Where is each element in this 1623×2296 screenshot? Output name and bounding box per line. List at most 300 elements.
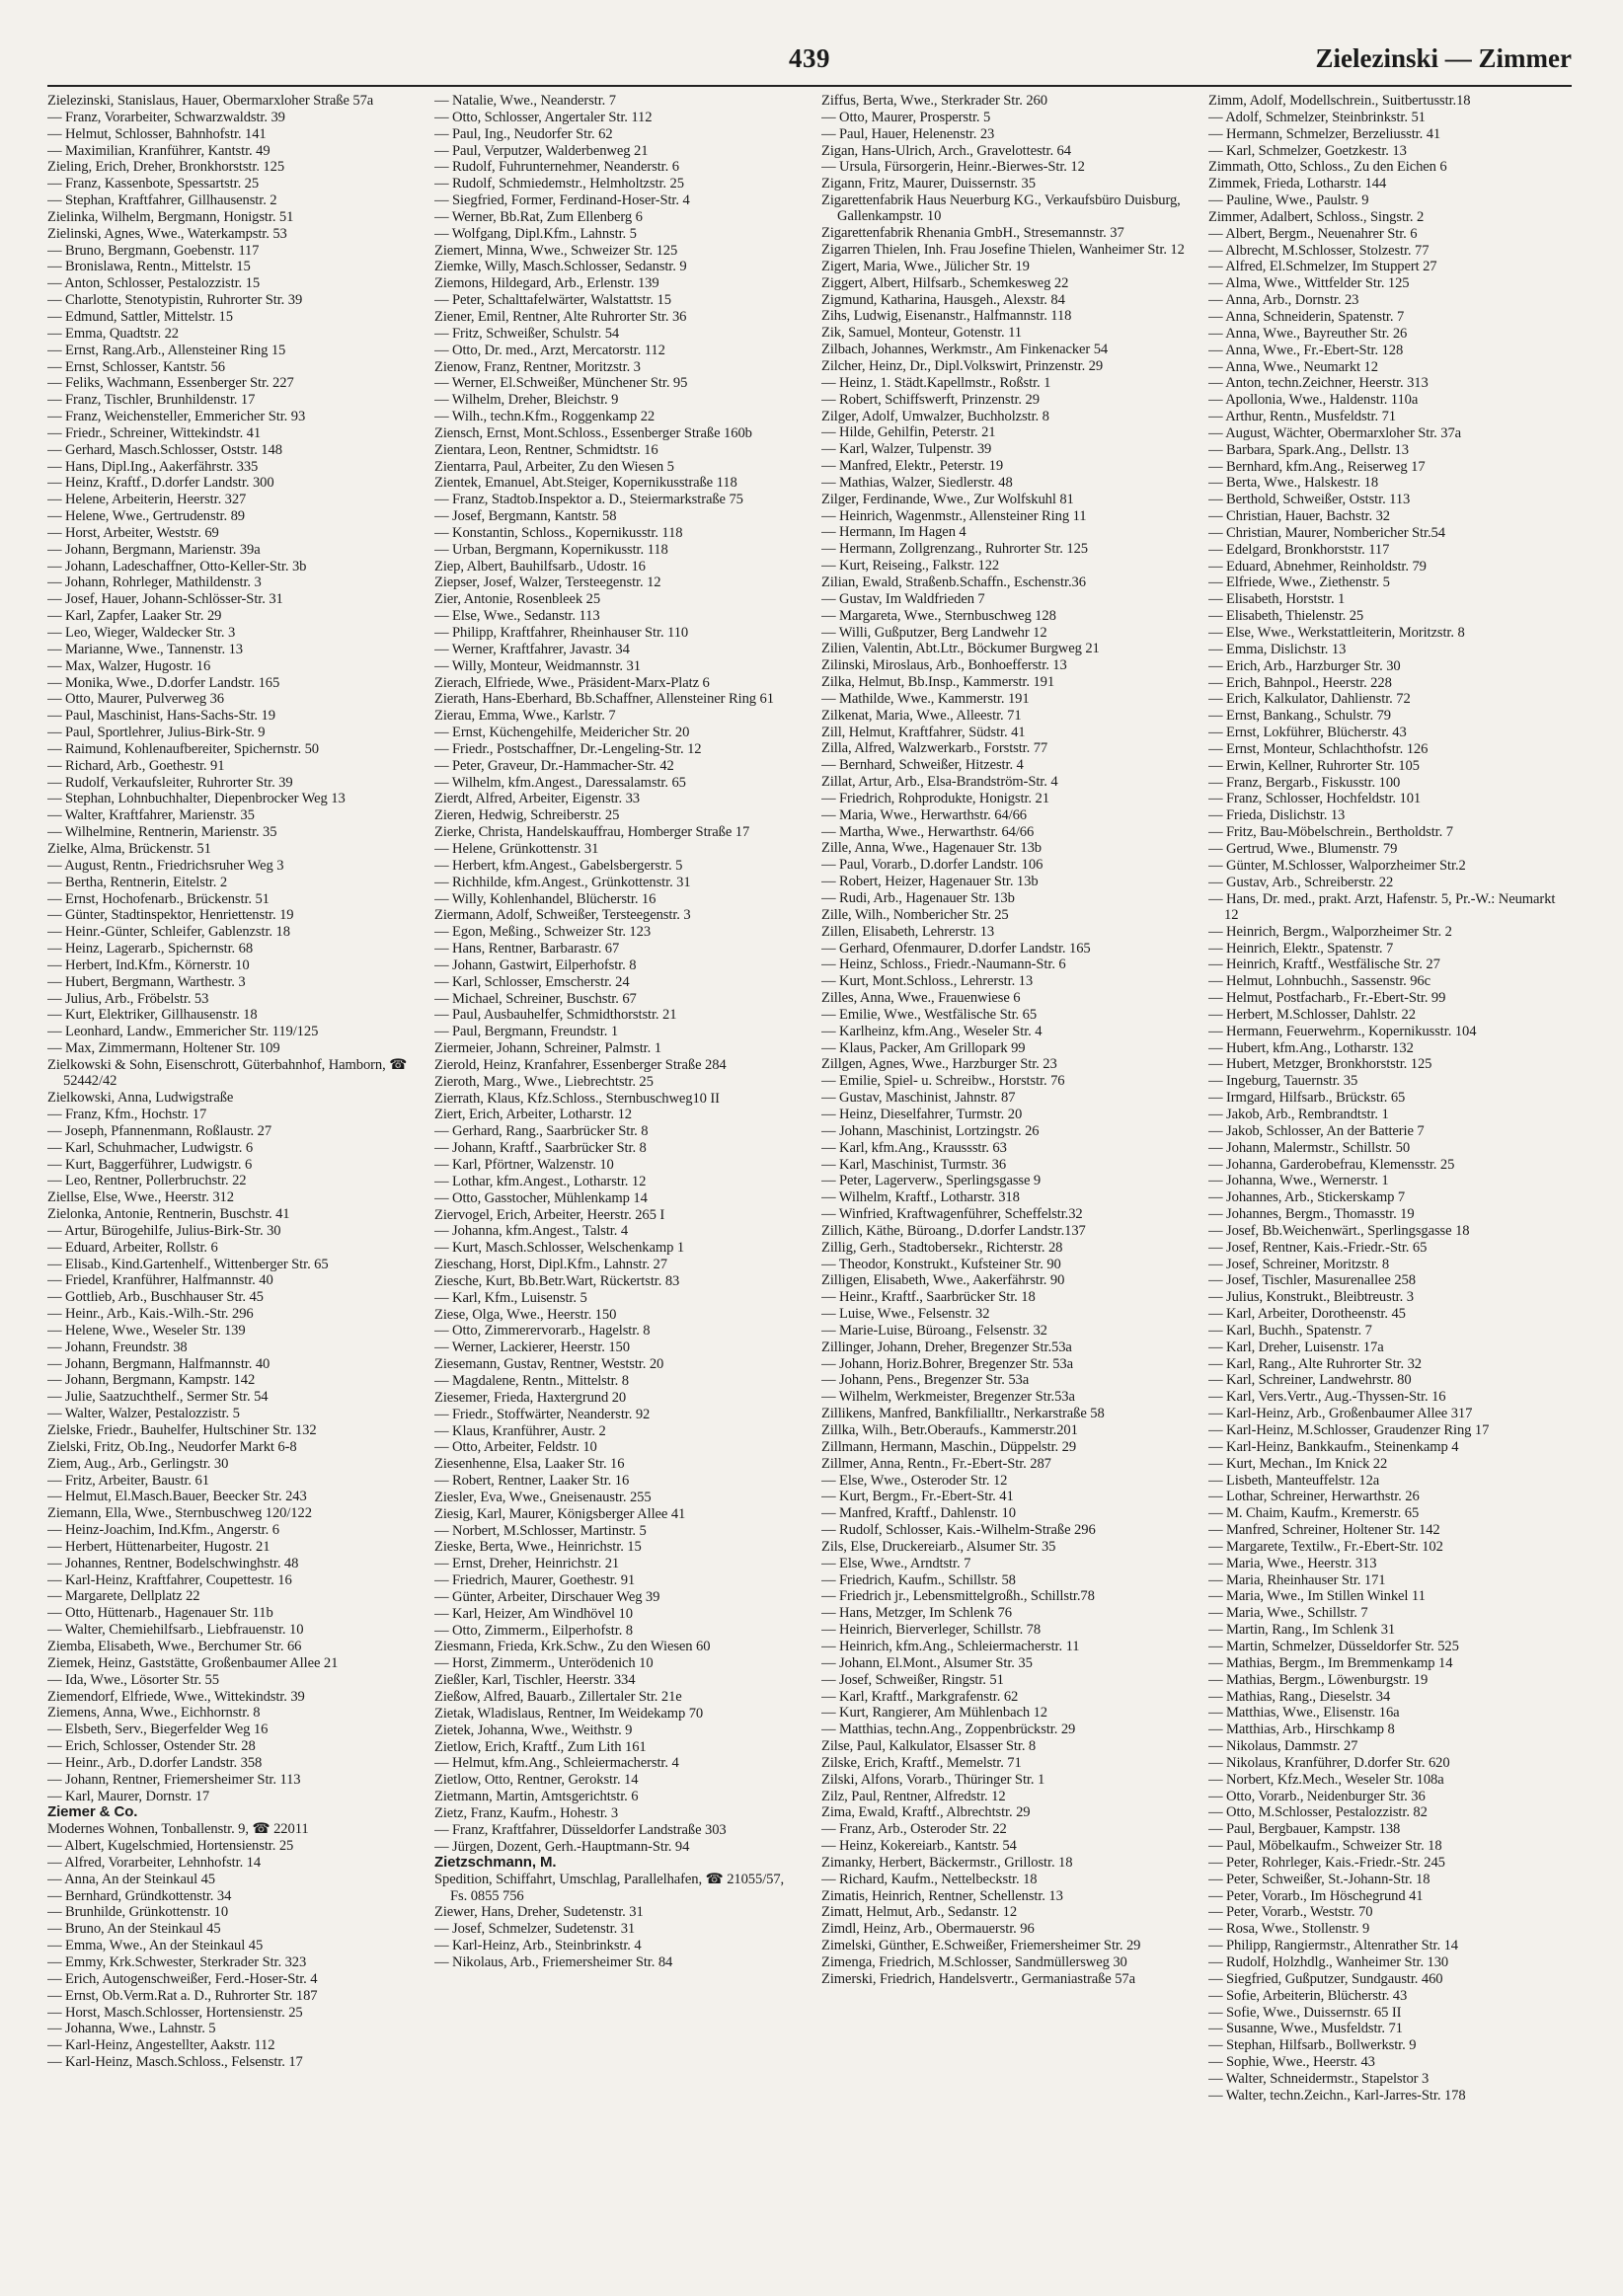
directory-entry: — Maria, Wwe., Schillstr. 7 bbox=[1208, 1605, 1368, 1622]
directory-entry: — Josef, Rentner, Kais.-Friedr.-Str. 65 bbox=[1208, 1239, 1428, 1256]
directory-entry: Zierach, Elfriede, Wwe., Präsident-Marx-Platz 6 bbox=[434, 674, 710, 691]
directory-entry: Zietlow, Erich, Kraftf., Zum Lith 161 bbox=[434, 1738, 647, 1755]
directory-entry: — Magdalene, Rentn., Mittelstr. 8 bbox=[434, 1372, 629, 1389]
directory-entry: Zimerski, Friedrich, Handelsvertr., Germaniastraße 57a bbox=[821, 1970, 1135, 1987]
directory-entry: — Elisab., Kind.Gartenhelf., Wittenberger Str. 65 bbox=[47, 1256, 329, 1272]
directory-entry: — Charlotte, Stenotypistin, Ruhrorter Str. 39 bbox=[47, 292, 303, 309]
firm-heading: Zietzschmann, M. bbox=[434, 1854, 557, 1872]
directory-entry: — Erich, Schlosser, Ostender Str. 28 bbox=[47, 1738, 256, 1755]
directory-entry: — Karlheinz, kfm.Ang., Weseler Str. 4 bbox=[821, 1023, 1043, 1039]
directory-entry: — Kurt, Baggerführer, Ludwigstr. 6 bbox=[47, 1156, 253, 1173]
directory-entry: — Josef, Schmelzer, Sudetenstr. 31 bbox=[434, 1921, 636, 1938]
directory-entry: — Lothar, Schreiner, Herwarthstr. 26 bbox=[1208, 1489, 1420, 1505]
directory-entry: — Werner, El.Schweißer, Münchener Str. 95 bbox=[434, 375, 688, 392]
directory-entry: — August, Rentn., Friedrichsruher Weg 3 bbox=[47, 857, 284, 874]
directory-entry: Ziensch, Ernst, Mont.Schloss., Essenberger Straße 160b bbox=[434, 424, 752, 441]
directory-entry: — Ernst, Küchengehilfe, Meidericher Str. 20 bbox=[434, 725, 690, 741]
directory-entry: — Friedrich, Maurer, Goethestr. 91 bbox=[434, 1572, 636, 1589]
directory-entry: — Margarete, Dellplatz 22 bbox=[47, 1588, 200, 1605]
directory-entry: Zilka, Helmut, Bb.Insp., Kammerstr. 191 bbox=[821, 674, 1055, 691]
directory-entry: — Karl-Heinz, Bankkaufm., Steinenkamp 4 bbox=[1208, 1438, 1459, 1455]
directory-entry: — Hans, Metzger, Im Schlenk 76 bbox=[821, 1605, 1012, 1622]
directory-entry: Zimdl, Heinz, Arb., Obermauerstr. 96 bbox=[821, 1921, 1035, 1938]
directory-entry: Zilcher, Heinz, Dr., Dipl.Volkswirt, Prinzenstr. 29 bbox=[821, 358, 1104, 374]
directory-entry: — M. Chaim, Kaufm., Kremerstr. 65 bbox=[1208, 1505, 1420, 1522]
directory-entry: — Lisbeth, Manteuffelstr. 12a bbox=[1208, 1472, 1380, 1489]
directory-entry: — Kurt, Bergm., Fr.-Ebert-Str. 41 bbox=[821, 1489, 1014, 1505]
directory-entry: — Josef, Bergmann, Kantstr. 58 bbox=[434, 508, 617, 525]
column-1 bbox=[47, 93, 411, 2274]
directory-entry: — Heinrich, Kraftf., Westfälische Str. 27 bbox=[1208, 957, 1440, 973]
directory-entry: Zilkenat, Maria, Wwe., Alleestr. 71 bbox=[821, 707, 1022, 724]
directory-entry: — Nikolaus, Kranführer, D.dorfer Str. 620 bbox=[1208, 1754, 1450, 1771]
directory-entry: — Siegfried, Gußputzer, Sundgaustr. 460 bbox=[1208, 1970, 1443, 1987]
directory-entry: — Paul, Bergbauer, Kampstr. 138 bbox=[1208, 1821, 1401, 1838]
directory-entry: — Martha, Wwe., Herwarthstr. 64/66 bbox=[821, 823, 1035, 840]
directory-entry: — Heinz, Lagerarb., Spichernstr. 68 bbox=[47, 941, 254, 957]
directory-entry: — Stephan, Lohnbuchhalter, Diepenbrocker Weg 13 bbox=[47, 791, 346, 807]
directory-entry: — Heinr., Arb., D.dorfer Landstr. 358 bbox=[47, 1754, 263, 1771]
directory-entry: — Karl, Schmelzer, Goetzkestr. 13 bbox=[1208, 142, 1407, 159]
directory-entry: — Apollonia, Wwe., Haldenstr. 110a bbox=[1208, 392, 1419, 409]
directory-entry: Ziemens, Anna, Wwe., Eichhornstr. 8 bbox=[47, 1705, 261, 1722]
directory-entry: Zierold, Heinz, Kranfahrer, Essenberger Straße 284 bbox=[434, 1056, 727, 1073]
directory-entry: — Edmund, Sattler, Mittelstr. 15 bbox=[47, 308, 233, 325]
directory-entry: Ziert, Erich, Arbeiter, Lotharstr. 12 bbox=[434, 1107, 632, 1123]
directory-entry: — Otto, Schlosser, Angertaler Str. 112 bbox=[434, 109, 653, 125]
directory-entry: — Josef, Bb.Weichenwärt., Sperlingsgasse 18 bbox=[1208, 1222, 1470, 1239]
directory-entry: Zierrath, Klaus, Kfz.Schloss., Sternbuschweg10 II bbox=[434, 1090, 720, 1107]
directory-entry: — Herbert, kfm.Angest., Gabelsbergerstr. 5 bbox=[434, 857, 683, 874]
directory-entry: — Johann, Freundstr. 38 bbox=[47, 1339, 188, 1355]
directory-entry: — Manfred, Schreiner, Holtener Str. 142 bbox=[1208, 1522, 1440, 1539]
directory-entry: — Matthias, Wwe., Elisenstr. 16a bbox=[1208, 1705, 1400, 1722]
directory-entry: — Johanna, kfm.Angest., Talstr. 4 bbox=[434, 1223, 629, 1240]
directory-entry: — Elisabeth, Thielenstr. 25 bbox=[1208, 608, 1364, 625]
directory-entry: — Paul, Verputzer, Walderbenweg 21 bbox=[434, 142, 649, 159]
directory-entry: Zilger, Adolf, Umwalzer, Buchholzstr. 8 bbox=[821, 408, 1049, 424]
directory-entry: — Irmgard, Hilfsarb., Brückstr. 65 bbox=[1208, 1090, 1406, 1107]
directory-entry: Zigann, Fritz, Maurer, Duissernstr. 35 bbox=[821, 176, 1036, 192]
directory-entry: — Johannes, Bergm., Thomasstr. 19 bbox=[1208, 1206, 1415, 1223]
directory-entry: Zillich, Käthe, Büroang., D.dorfer Landstr.137 bbox=[821, 1222, 1086, 1239]
directory-entry: — Maria, Wwe., Heerstr. 313 bbox=[1208, 1555, 1377, 1571]
directory-entry: Zigarren Thielen, Inh. Frau Josefine Thielen, Wanheimer Str. 12 bbox=[821, 242, 1185, 259]
directory-entry: — Kurt, Mont.Schloss., Lehrerstr. 13 bbox=[821, 973, 1034, 990]
directory-entry: Ziem, Aug., Arb., Gerlingstr. 30 bbox=[47, 1455, 229, 1472]
directory-entry: Ziewer, Hans, Dreher, Sudetenstr. 31 bbox=[434, 1904, 644, 1921]
directory-entry: — Eduard, Abnehmer, Reinholdstr. 79 bbox=[1208, 558, 1427, 574]
directory-entry: — Else, Wwe., Arndtstr. 7 bbox=[821, 1555, 971, 1571]
directory-entry: — Johann, Bergmann, Marienstr. 39a bbox=[47, 541, 261, 558]
directory-entry: — Emilie, Spiel- u. Schreibw., Horststr. 76 bbox=[821, 1073, 1065, 1090]
directory-entry: — Franz, Weichensteller, Emmericher Str. 93 bbox=[47, 409, 306, 425]
directory-entry: — Walter, techn.Zeichn., Karl-Jarres-Str. 178 bbox=[1208, 2087, 1466, 2104]
directory-entry: — Werner, Lackierer, Heerstr. 150 bbox=[434, 1339, 630, 1356]
directory-entry: — Hermann, Schmelzer, Berzeliusstr. 41 bbox=[1208, 125, 1441, 142]
directory-entry: — Otto, Zimmerervorarb., Hagelstr. 8 bbox=[434, 1323, 651, 1339]
directory-entry: Zielkowski, Anna, Ludwigstraße bbox=[47, 1090, 234, 1107]
directory-entry: Ziemert, Minna, Wwe., Schweizer Str. 125 bbox=[434, 242, 678, 259]
directory-entry: Ziffus, Berta, Wwe., Sterkrader Str. 260 bbox=[821, 93, 1047, 109]
directory-entry: — Hans, Dr. med., prakt. Arzt, Hafenstr. 5, Pr.-W.: Neumarkt 12 bbox=[1208, 890, 1556, 923]
directory-entry: — Christian, Maurer, Nombericher Str.54 bbox=[1208, 524, 1445, 541]
directory-entry: Spedition, Schiffahrt, Umschlag, Parallelhafen, ☎ 21055/57, Fs. 0855 756 bbox=[434, 1872, 785, 1904]
directory-entry: — Johannes, Rentner, Bodelschwinghstr. 48 bbox=[47, 1555, 299, 1571]
directory-entry: Zier, Antonie, Rosenbleek 25 bbox=[434, 591, 601, 608]
directory-entry: — Karl, kfm.Ang., Kraussstr. 63 bbox=[821, 1139, 1007, 1156]
directory-entry: — Anna, Wwe., Neumarkt 12 bbox=[1208, 358, 1378, 375]
directory-entry: — Theodor, Konstrukt., Kufsteiner Str. 90 bbox=[821, 1256, 1061, 1272]
directory-entry: Zilski, Alfons, Vorarb., Thüringer Str. 1 bbox=[821, 1771, 1045, 1788]
directory-entry: — Joseph, Pfannenmann, Roßlaustr. 27 bbox=[47, 1122, 272, 1139]
directory-entry: — Walter, Walzer, Pestalozzistr. 5 bbox=[47, 1406, 240, 1422]
directory-entry: — Franz, Arb., Osteroder Str. 22 bbox=[821, 1821, 1007, 1838]
directory-entry: Zigmund, Katharina, Hausgeh., Alexstr. 84 bbox=[821, 291, 1065, 308]
directory-entry: Zieren, Hedwig, Schreiberstr. 25 bbox=[434, 807, 620, 824]
directory-entry: — Johann, Gastwirt, Eilperhofstr. 8 bbox=[434, 957, 637, 973]
directory-entry: — Julie, Saatzuchthelf., Sermer Str. 54 bbox=[47, 1389, 269, 1406]
directory-entry: — Ernst, Dreher, Heinrichstr. 21 bbox=[434, 1556, 620, 1572]
directory-entry: — Helene, Arbeiterin, Heerstr. 327 bbox=[47, 492, 247, 508]
directory-entry: — Leo, Wieger, Waldecker Str. 3 bbox=[47, 625, 236, 641]
directory-entry: — Franz, Kassenbote, Spessartstr. 25 bbox=[47, 176, 260, 192]
directory-entry: — Luise, Wwe., Felsenstr. 32 bbox=[821, 1306, 990, 1323]
directory-entry: — Rudolf, Schmiedemstr., Helmholtzstr. 25 bbox=[434, 176, 684, 192]
directory-entry: Zielski, Fritz, Ob.Ing., Neudorfer Markt 6-8 bbox=[47, 1438, 297, 1455]
directory-entry: — Ernst, Schlosser, Kantstr. 56 bbox=[47, 358, 225, 375]
directory-entry: — Wilh., techn.Kfm., Roggenkamp 22 bbox=[434, 409, 656, 425]
directory-entry: — Karl-Heinz, Masch.Schloss., Felsenstr. 17 bbox=[47, 2054, 303, 2071]
directory-entry: — Gottlieb, Arb., Buschhauser Str. 45 bbox=[47, 1289, 264, 1306]
directory-entry: — Karl, Zapfer, Laaker Str. 29 bbox=[47, 608, 222, 625]
directory-entry: — Rudolf, Holzhdlg., Wanheimer Str. 130 bbox=[1208, 1954, 1449, 1970]
directory-entry: — Martin, Schmelzer, Düsseldorfer Str. 525 bbox=[1208, 1638, 1459, 1654]
directory-entry: — Ernst, Ob.Verm.Rat a. D., Ruhrorter Str. 187 bbox=[47, 1987, 318, 2004]
directory-entry: — Karl, Pförtner, Walzenstr. 10 bbox=[434, 1157, 614, 1173]
directory-entry: Zietz, Franz, Kaufm., Hohestr. 3 bbox=[434, 1804, 619, 1821]
directory-entry: Zigarettenfabrik Rhenania GmbH., Stresemannstr. 37 bbox=[821, 225, 1124, 242]
directory-entry: Ziemba, Elisabeth, Wwe., Berchumer Str. 66 bbox=[47, 1638, 302, 1654]
directory-entry: — Gerhard, Masch.Schlosser, Oststr. 148 bbox=[47, 441, 282, 458]
directory-entry: — Peter, Schweißer, St.-Johann-Str. 18 bbox=[1208, 1871, 1430, 1887]
directory-entry: — Alfred, Vorarbeiter, Lehnhofstr. 14 bbox=[47, 1854, 262, 1871]
directory-entry: Zilbach, Johannes, Werkmstr., Am Finkenacker 54 bbox=[821, 342, 1109, 358]
directory-entry: — Jürgen, Dozent, Gerh.-Hauptmann-Str. 94 bbox=[434, 1838, 690, 1855]
directory-entry: — Otto, Arbeiter, Feldstr. 10 bbox=[434, 1439, 597, 1456]
page-header bbox=[47, 39, 1572, 87]
directory-entry: — Johanna, Wwe., Wernerstr. 1 bbox=[1208, 1173, 1389, 1189]
directory-entry: — Manfred, Elektr., Peterstr. 19 bbox=[821, 458, 1004, 475]
directory-entry: Ziesenhenne, Elsa, Laaker Str. 16 bbox=[434, 1456, 625, 1473]
directory-entry: — Karl, Walzer, Tulpenstr. 39 bbox=[821, 441, 992, 458]
directory-entry: Zierke, Christa, Handelskauffrau, Homberger Straße 17 bbox=[434, 824, 750, 841]
directory-entry: — Anna, An der Steinkaul 45 bbox=[47, 1871, 215, 1887]
directory-entry: — Willy, Kohlenhandel, Blücherstr. 16 bbox=[434, 890, 657, 907]
directory-entry: — Emilie, Wwe., Westfälische Str. 65 bbox=[821, 1006, 1038, 1023]
directory-entry: — Rudolf, Schlosser, Kais.-Wilhelm-Straße 296 bbox=[821, 1522, 1096, 1539]
directory-entry: — Friedel, Kranführer, Halfmannstr. 40 bbox=[47, 1272, 273, 1289]
directory-columns bbox=[47, 93, 1572, 2274]
directory-entry: — Karl-Heinz, Arb., Großenbaumer Allee 317 bbox=[1208, 1406, 1473, 1422]
directory-entry: Zierdt, Alfred, Arbeiter, Eigenstr. 33 bbox=[434, 791, 640, 807]
directory-entry: — Helene, Grünkottenstr. 31 bbox=[434, 840, 599, 857]
directory-entry: — Wilhelm, Werkmeister, Bregenzer Str.53a bbox=[821, 1389, 1075, 1406]
directory-entry: — Raimund, Kohlenaufbereiter, Spichernstr. 50 bbox=[47, 740, 319, 757]
directory-entry: Zillinger, Johann, Dreher, Bregenzer Str.53a bbox=[821, 1339, 1072, 1355]
directory-entry: Zielke, Alma, Brückenstr. 51 bbox=[47, 840, 211, 857]
directory-entry: — Peter, Rohrleger, Kais.-Friedr.-Str. 245 bbox=[1208, 1854, 1445, 1871]
directory-entry: — Albrecht, M.Schlosser, Stolzestr. 77 bbox=[1208, 242, 1430, 259]
directory-entry: — Konstantin, Schloss., Kopernikusstr. 118 bbox=[434, 524, 683, 541]
directory-entry: — Mathias, Walzer, Siedlerstr. 48 bbox=[821, 474, 1013, 491]
directory-entry: Zimatis, Heinrich, Rentner, Schellenstr. 13 bbox=[821, 1887, 1063, 1904]
directory-entry: Zielezinski, Stanislaus, Hauer, Obermarxloher Straße 57a bbox=[47, 93, 374, 109]
directory-entry: — Robert, Heizer, Hagenauer Str. 13b bbox=[821, 874, 1039, 890]
directory-entry: — Paul, Ing., Neudorfer Str. 62 bbox=[434, 125, 613, 142]
directory-entry: — Anna, Schneiderin, Spatenstr. 7 bbox=[1208, 308, 1405, 325]
directory-entry: — Fritz, Arbeiter, Baustr. 61 bbox=[47, 1472, 209, 1489]
directory-entry: — Heinrich, Elektr., Spatenstr. 7 bbox=[1208, 940, 1394, 957]
column-3 bbox=[821, 93, 1185, 2274]
directory-entry: — Johann, Maschinist, Lortzingstr. 26 bbox=[821, 1122, 1040, 1139]
directory-entry: Zietmann, Martin, Amtsgerichtstr. 6 bbox=[434, 1789, 639, 1805]
directory-entry: Zimmath, Otto, Schloss., Zu den Eichen 6 bbox=[1208, 159, 1447, 176]
directory-entry: — Otto, Zimmerm., Eilperhofstr. 8 bbox=[434, 1622, 633, 1639]
directory-entry: — Elsbeth, Serv., Biegerfelder Weg 16 bbox=[47, 1722, 269, 1738]
directory-entry: — Bruno, Bergmann, Goebenstr. 117 bbox=[47, 242, 260, 259]
directory-entry: — Else, Wwe., Sedanstr. 113 bbox=[434, 608, 600, 625]
directory-entry: — Adolf, Schmelzer, Steinbrinkstr. 51 bbox=[1208, 109, 1426, 125]
directory-entry: Zigarettenfabrik Haus Neuerburg KG., Verkaufsbüro Duisburg, Gallenkampstr. 10 bbox=[821, 192, 1181, 225]
directory-entry: — Robert, Rentner, Laaker Str. 16 bbox=[434, 1473, 630, 1490]
directory-entry: — Johanna, Garderobefrau, Klemensstr. 25 bbox=[1208, 1156, 1455, 1173]
directory-entry: Zillmann, Hermann, Maschin., Düppelstr. 29 bbox=[821, 1438, 1077, 1455]
directory-entry: Ziermeier, Johann, Schreiner, Palmstr. 1 bbox=[434, 1040, 661, 1057]
directory-entry: Zielonka, Antonie, Rentnerin, Buschstr. 41 bbox=[47, 1206, 290, 1223]
directory-entry: Ziesemann, Gustav, Rentner, Weststr. 20 bbox=[434, 1356, 664, 1373]
directory-entry: — Stephan, Hilfsarb., Bollwerkstr. 9 bbox=[1208, 2037, 1417, 2054]
directory-entry: — Walter, Chemiehilfsarb., Liebfrauenstr. 10 bbox=[47, 1622, 304, 1639]
directory-entry: — Paul, Ausbauhelfer, Schmidthorststr. 21 bbox=[434, 1007, 677, 1024]
directory-entry: — Johann, Kraftf., Saarbrücker Str. 8 bbox=[434, 1140, 647, 1157]
directory-entry: — Feliks, Wachmann, Essenberger Str. 227 bbox=[47, 375, 294, 392]
directory-entry: — Emma, Quadtstr. 22 bbox=[47, 325, 179, 342]
directory-entry: Zillmer, Anna, Rentn., Fr.-Ebert-Str. 287 bbox=[821, 1455, 1051, 1472]
directory-entry: — Karl-Heinz, Arb., Steinbrinkstr. 4 bbox=[434, 1938, 642, 1954]
directory-entry: Zießow, Alfred, Bauarb., Zillertaler Str. 21e bbox=[434, 1689, 682, 1705]
directory-entry: Zilian, Ewald, Straßenb.Schaffn., Eschenstr.36 bbox=[821, 574, 1086, 590]
directory-entry: Zießler, Karl, Tischler, Heerstr. 334 bbox=[434, 1672, 636, 1689]
directory-entry: Zimatt, Helmut, Arb., Sedanstr. 12 bbox=[821, 1904, 1018, 1921]
directory-entry: — Karl, Arbeiter, Dorotheenstr. 45 bbox=[1208, 1306, 1406, 1323]
directory-entry: — Johann, Bergmann, Kampstr. 142 bbox=[47, 1372, 256, 1389]
directory-entry: Ziese, Olga, Wwe., Heerstr. 150 bbox=[434, 1306, 617, 1323]
directory-entry: Zimmer, Adalbert, Schloss., Singstr. 2 bbox=[1208, 208, 1425, 225]
directory-entry: — Helmut, Schlosser, Bahnhofstr. 141 bbox=[47, 125, 267, 142]
directory-entry: — Karl, Buchh., Spatenstr. 7 bbox=[1208, 1322, 1372, 1339]
directory-entry: — Peter, Lagerverw., Sperlingsgasse 9 bbox=[821, 1173, 1042, 1189]
directory-entry: — Franz, Bergarb., Fiskusstr. 100 bbox=[1208, 774, 1401, 791]
directory-entry: Zienow, Franz, Rentner, Moritzstr. 3 bbox=[434, 358, 641, 375]
directory-entry: — Peter, Vorarb., Im Höschegrund 41 bbox=[1208, 1887, 1424, 1904]
directory-entry: — Mathias, Bergm., Löwenburgstr. 19 bbox=[1208, 1671, 1429, 1688]
directory-entry: — Klaus, Kranführer, Austr. 2 bbox=[434, 1422, 606, 1439]
directory-entry: — Josef, Schreiner, Moritzstr. 8 bbox=[1208, 1256, 1390, 1272]
directory-entry: — Emmy, Krk.Schwester, Sterkrader Str. 323 bbox=[47, 1954, 307, 1970]
directory-entry: — Stephan, Kraftfahrer, Gillhausenstr. 2 bbox=[47, 192, 277, 209]
directory-entry: — Norbert, M.Schlosser, Martinstr. 5 bbox=[434, 1522, 647, 1539]
directory-entry: Zierau, Emma, Wwe., Karlstr. 7 bbox=[434, 708, 616, 725]
directory-entry: Zientek, Emanuel, Abt.Steiger, Kopernikusstraße 118 bbox=[434, 475, 737, 492]
directory-entry: — Frieda, Dislichstr. 13 bbox=[1208, 807, 1346, 824]
directory-entry: — Wilhelm, Dreher, Bleichstr. 9 bbox=[434, 392, 619, 409]
directory-entry: Ziemendorf, Elfriede, Wwe., Wittekindstr. 39 bbox=[47, 1688, 305, 1705]
directory-entry: — Bernhard, kfm.Ang., Reiserweg 17 bbox=[1208, 458, 1426, 475]
directory-entry: — Barbara, Spark.Ang., Dellstr. 13 bbox=[1208, 441, 1409, 458]
directory-entry: — Erich, Arb., Harzburger Str. 30 bbox=[1208, 657, 1401, 674]
directory-entry: Zilligen, Elisabeth, Wwe., Aakerfährstr. 90 bbox=[821, 1272, 1065, 1289]
directory-entry: Zimm, Adolf, Modellschrein., Suitbertusstr.18 bbox=[1208, 93, 1471, 109]
directory-entry: — Helmut, Postfacharb., Fr.-Ebert-Str. 99 bbox=[1208, 990, 1446, 1007]
column-4 bbox=[1208, 93, 1572, 2274]
directory-entry: — Ernst, Hochofenarb., Brückenstr. 51 bbox=[47, 890, 270, 907]
directory-entry: — Ernst, Monteur, Schlachthofstr. 126 bbox=[1208, 740, 1429, 757]
directory-entry: Zillka, Wilh., Betr.Oberaufs., Kammerstr.201 bbox=[821, 1422, 1078, 1438]
directory-entry: — Franz, Vorarbeiter, Schwarzwaldstr. 39 bbox=[47, 109, 285, 125]
directory-entry: — Maria, Rheinhauser Str. 171 bbox=[1208, 1571, 1386, 1588]
directory-entry: — Anton, Schlosser, Pestalozzistr. 15 bbox=[47, 275, 261, 292]
directory-entry: Ziervogel, Erich, Arbeiter, Heerstr. 265 I bbox=[434, 1206, 665, 1223]
directory-entry: — Horst, Masch.Schlosser, Hortensienstr. 25 bbox=[47, 2004, 303, 2021]
directory-entry: — Anton, techn.Zeichner, Heerstr. 313 bbox=[1208, 375, 1429, 392]
directory-entry: Zihs, Ludwig, Eisenanstr., Halfmannstr. 118 bbox=[821, 308, 1072, 325]
directory-entry: Zientara, Leon, Rentner, Schmidtstr. 16 bbox=[434, 441, 658, 458]
directory-entry: — Karl, Vers.Vertr., Aug.-Thyssen-Str. 16 bbox=[1208, 1389, 1446, 1406]
directory-entry: — Walter, Schneidermstr., Stapelstor 3 bbox=[1208, 2070, 1430, 2087]
directory-entry: — Kurt, Masch.Schlosser, Welschenkamp 1 bbox=[434, 1240, 685, 1257]
directory-entry: Zimmek, Frieda, Lotharstr. 144 bbox=[1208, 176, 1387, 192]
directory-entry: — Gustav, Arb., Schreiberstr. 22 bbox=[1208, 874, 1394, 890]
directory-entry: — Karl, Schreiner, Landwehrstr. 80 bbox=[1208, 1372, 1412, 1389]
directory-entry: Zielske, Friedr., Bauhelfer, Hultschiner Str. 132 bbox=[47, 1422, 317, 1438]
directory-entry: — Hubert, Metzger, Bronkhorststr. 125 bbox=[1208, 1056, 1432, 1073]
directory-entry: Zielinski, Agnes, Wwe., Waterkampstr. 53 bbox=[47, 225, 287, 242]
directory-entry: — Otto, Vorarb., Neidenburger Str. 36 bbox=[1208, 1788, 1426, 1804]
directory-entry: — Hermann, Feuerwehrm., Kopernikusstr. 104 bbox=[1208, 1023, 1477, 1039]
directory-entry: — Erich, Kalkulator, Dahlienstr. 72 bbox=[1208, 691, 1411, 708]
directory-entry: — Heinz, Dieselfahrer, Turmstr. 20 bbox=[821, 1106, 1023, 1122]
directory-entry: — Hubert, Bergmann, Warthestr. 3 bbox=[47, 973, 246, 990]
directory-entry: — Johanna, Wwe., Lahnstr. 5 bbox=[47, 2021, 216, 2037]
directory-entry: — Karl-Heinz, Kraftfahrer, Coupettestr. 16 bbox=[47, 1571, 292, 1588]
directory-entry: — Michael, Schreiner, Buschstr. 67 bbox=[434, 990, 637, 1007]
directory-entry: — Emma, Dislichstr. 13 bbox=[1208, 641, 1347, 657]
directory-entry: — August, Wächter, Obermarxloher Str. 37a bbox=[1208, 424, 1462, 441]
directory-entry: — Karl, Heizer, Am Windhövel 10 bbox=[434, 1605, 633, 1622]
directory-entry: — Klaus, Packer, Am Grillopark 99 bbox=[821, 1039, 1026, 1056]
directory-entry: — Alma, Wwe., Wittfelder Str. 125 bbox=[1208, 275, 1410, 292]
directory-entry: — Heinrich, Wagenmstr., Allensteiner Ring 11 bbox=[821, 507, 1087, 524]
directory-entry: — Peter, Schalttafelwärter, Walstattstr. 15 bbox=[434, 292, 671, 309]
directory-entry: — Kurt, Mechan., Im Knick 22 bbox=[1208, 1455, 1388, 1472]
directory-entry: — Franz, Tischler, Brunhildenstr. 17 bbox=[47, 392, 256, 409]
directory-entry: — Marie-Luise, Büroang., Felsenstr. 32 bbox=[821, 1322, 1047, 1339]
directory-entry: — Edelgard, Bronkhorststr. 117 bbox=[1208, 541, 1390, 558]
directory-entry: — Karl-Heinz, Angestellter, Aakstr. 112 bbox=[47, 2037, 275, 2054]
directory-entry: — Hans, Dipl.Ing., Aakerfährstr. 335 bbox=[47, 458, 259, 475]
directory-entry: Zietek, Johanna, Wwe., Weithstr. 9 bbox=[434, 1722, 633, 1738]
directory-entry: — Friedr., Postschaffner, Dr.-Lengeling-Str. 12 bbox=[434, 740, 702, 757]
running-head: Zielezinski — Zimmer bbox=[1315, 43, 1572, 73]
directory-entry: — Bertha, Rentnerin, Eitelstr. 2 bbox=[47, 874, 228, 890]
directory-entry: — Herbert, Ind.Kfm., Körnerstr. 10 bbox=[47, 957, 250, 973]
directory-entry: — Josef, Hauer, Johann-Schlösser-Str. 31 bbox=[47, 591, 283, 608]
directory-entry: Zietak, Wladislaus, Rentner, Im Weidekamp 70 bbox=[434, 1705, 704, 1722]
directory-entry: Zille, Wilh., Nombericher Str. 25 bbox=[821, 906, 1009, 923]
directory-entry: — Richhilde, kfm.Angest., Grünkottenstr. 31 bbox=[434, 874, 691, 890]
directory-entry: — Otto, M.Schlosser, Pestalozzistr. 82 bbox=[1208, 1804, 1428, 1821]
directory-entry: — Karl, Dreher, Luisenstr. 17a bbox=[1208, 1339, 1384, 1355]
directory-entry: Zilz, Paul, Rentner, Alfredstr. 12 bbox=[821, 1788, 1006, 1804]
directory-entry: — Bronislawa, Rentn., Mittelstr. 15 bbox=[47, 259, 251, 275]
directory-entry: — Heinz, Kokereiarb., Kantstr. 54 bbox=[821, 1838, 1017, 1855]
directory-entry: Zielinka, Wilhelm, Bergmann, Honigstr. 51 bbox=[47, 208, 294, 225]
directory-entry: — Kurt, Reiseing., Falkstr. 122 bbox=[821, 558, 1000, 574]
page-number: 439 bbox=[789, 43, 830, 73]
directory-entry: — Ernst, Rang.Arb., Allensteiner Ring 15 bbox=[47, 342, 286, 358]
directory-entry: — Berta, Wwe., Halskestr. 18 bbox=[1208, 475, 1379, 492]
directory-entry: Zigert, Maria, Wwe., Jülicher Str. 19 bbox=[821, 258, 1030, 274]
directory-entry: Ziesmann, Frieda, Krk.Schw., Zu den Wiesen 60 bbox=[434, 1639, 711, 1655]
directory-entry: Ziepser, Josef, Walzer, Tersteegenstr. 12 bbox=[434, 574, 661, 591]
directory-entry: — Elfriede, Wwe., Ziethenstr. 5 bbox=[1208, 574, 1390, 591]
directory-entry: — Heinz-Joachim, Ind.Kfm., Angerstr. 6 bbox=[47, 1522, 279, 1539]
directory-entry: — Ernst, Lokführer, Blücherstr. 43 bbox=[1208, 725, 1407, 741]
directory-entry: — Mathias, Rang., Dieselstr. 34 bbox=[1208, 1688, 1391, 1705]
directory-entry: Ziggert, Albert, Hilfsarb., Schemkesweg 22 bbox=[821, 274, 1069, 291]
directory-entry: — Heinrich, kfm.Ang., Schleiermacherstr. 11 bbox=[821, 1638, 1080, 1654]
directory-entry: Ziesler, Eva, Wwe., Gneisenaustr. 255 bbox=[434, 1489, 652, 1505]
directory-entry: Zigan, Hans-Ulrich, Arch., Gravelottestr. 64 bbox=[821, 142, 1071, 159]
directory-entry: Zils, Else, Druckereiarb., Alsumer Str. 35 bbox=[821, 1538, 1056, 1555]
directory-entry: — Erich, Autogenschweißer, Ferd.-Hoser-Str. 4 bbox=[47, 1970, 318, 1987]
directory-entry: Zilinski, Miroslaus, Arb., Bonhoefferstr. 13 bbox=[821, 657, 1067, 674]
directory-entry: Zilla, Alfred, Walzwerkarb., Forststr. 77 bbox=[821, 740, 1048, 757]
directory-entry: — Leo, Rentner, Pollerbruchstr. 22 bbox=[47, 1173, 247, 1189]
directory-entry: — Günter, Stadtinspektor, Henriettenstr. 19 bbox=[47, 907, 294, 924]
directory-entry: — Heinr.-Günter, Schleifer, Gablenzstr. 18 bbox=[47, 924, 290, 941]
directory-entry: — Jakob, Arb., Rembrandtstr. 1 bbox=[1208, 1106, 1389, 1122]
directory-entry: — Wilhelm, Kraftf., Lotharstr. 318 bbox=[821, 1189, 1020, 1206]
directory-entry: — Heinr., Arb., Kais.-Wilh.-Str. 296 bbox=[47, 1306, 254, 1323]
directory-entry: — Franz, Stadtob.Inspektor a. D., Steiermarkstraße 75 bbox=[434, 492, 743, 508]
directory-entry: — Heinrich, Bierverleger, Schillstr. 78 bbox=[821, 1622, 1042, 1639]
directory-entry: — Max, Walzer, Hugostr. 16 bbox=[47, 657, 211, 674]
directory-entry: — Friedrich, Kaufm., Schillstr. 58 bbox=[821, 1571, 1016, 1588]
directory-entry: — Hans, Rentner, Barbarastr. 67 bbox=[434, 941, 620, 957]
directory-entry: — Helene, Wwe., Weseler Str. 139 bbox=[47, 1322, 246, 1339]
directory-entry: — Anna, Arb., Dornstr. 23 bbox=[1208, 292, 1359, 309]
directory-entry: — Otto, Maurer, Pulverweg 36 bbox=[47, 691, 225, 708]
directory-entry: — Franz, Kraftfahrer, Düsseldorfer Landstraße 303 bbox=[434, 1821, 727, 1838]
directory-entry: — Paul, Maschinist, Hans-Sachs-Str. 19 bbox=[47, 708, 275, 725]
directory-entry: Zimanky, Herbert, Bäckermstr., Grillostr. 18 bbox=[821, 1854, 1073, 1871]
directory-entry: — Willi, Gußputzer, Berg Landwehr 12 bbox=[821, 624, 1047, 641]
directory-entry: — Margareta, Wwe., Sternbuschweg 128 bbox=[821, 607, 1056, 624]
directory-entry: — Alfred, El.Schmelzer, Im Stuppert 27 bbox=[1208, 259, 1437, 275]
directory-entry: — Peter, Graveur, Dr.-Hammacher-Str. 42 bbox=[434, 757, 674, 774]
